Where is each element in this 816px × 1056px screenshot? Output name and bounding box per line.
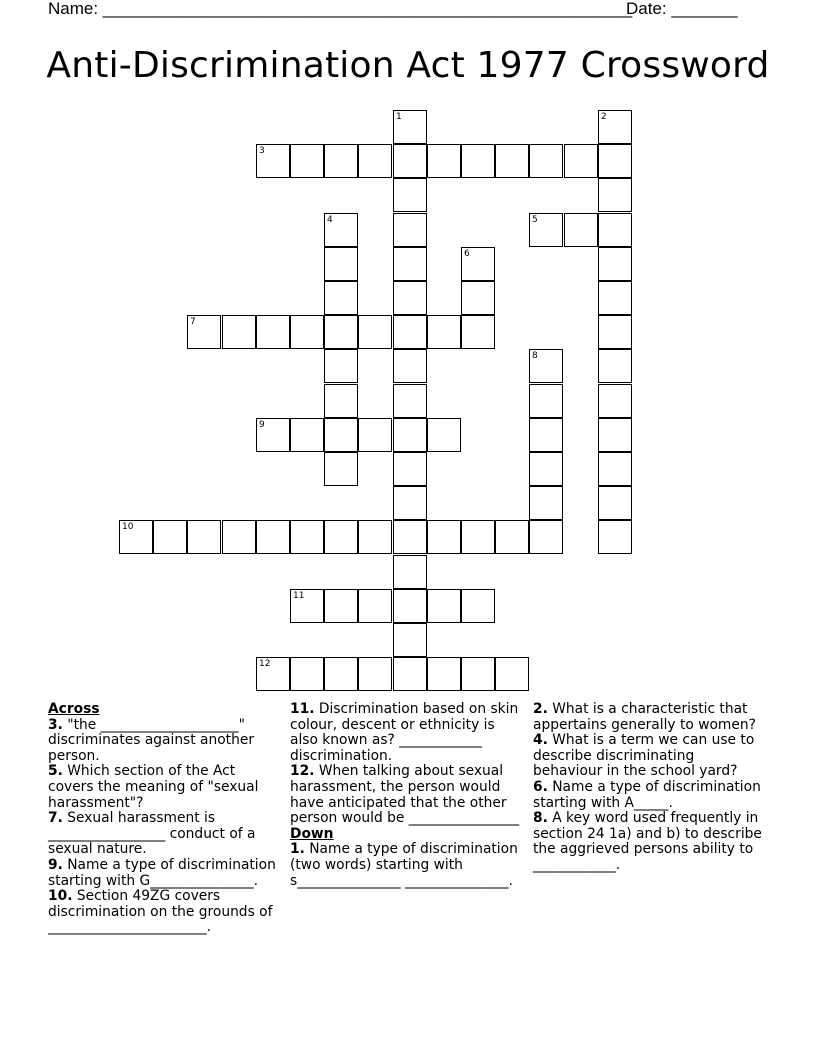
- clues-column-2: [290, 702, 522, 889]
- grid-cell[interactable]: [529, 384, 563, 418]
- grid-cell[interactable]: [393, 486, 427, 520]
- grid-cell[interactable]: [393, 247, 427, 281]
- grid-cell[interactable]: [324, 349, 358, 383]
- grid-cell[interactable]: [598, 281, 632, 315]
- clue-number: 11.: [290, 701, 315, 717]
- grid-cell[interactable]: [393, 281, 427, 315]
- grid-cell[interactable]: [427, 144, 461, 178]
- grid-cell[interactable]: [393, 384, 427, 418]
- grid-cell[interactable]: [598, 247, 632, 281]
- grid-cell[interactable]: [324, 247, 358, 281]
- grid-cell[interactable]: [495, 144, 529, 178]
- grid-cell[interactable]: [153, 520, 187, 554]
- clue-text: "the ____________________" discriminates against another person.: [48, 716, 254, 764]
- grid-cell[interactable]: [598, 178, 632, 212]
- clue-number-label: 10: [122, 522, 134, 532]
- clues-column-1: [48, 702, 280, 936]
- clue-down-8: [533, 811, 765, 873]
- clue-number: 7.: [48, 810, 63, 827]
- grid-cell[interactable]: [256, 520, 290, 554]
- clue-across-12: [290, 764, 522, 826]
- grid-cell[interactable]: [222, 520, 256, 554]
- grid-cell[interactable]: [529, 452, 563, 486]
- clue-number-label: 7: [190, 317, 196, 327]
- clue-text: When talking about sexual harassment, the person would have anticipated that the other person would be ________________: [290, 763, 520, 827]
- grid-cell[interactable]: [427, 657, 461, 691]
- clue-number-label: 1: [396, 112, 402, 122]
- grid-cell[interactable]: [598, 486, 632, 520]
- clue-across-11: [290, 702, 522, 764]
- grid-cell[interactable]: [393, 657, 427, 691]
- clue-number: 12.: [290, 763, 315, 780]
- clue-number: 3.: [48, 716, 63, 733]
- clue-across-9: [48, 858, 280, 889]
- clue-number: 8.: [533, 810, 548, 827]
- grid-cell[interactable]: [324, 589, 358, 623]
- grid-cell[interactable]: [598, 418, 632, 452]
- clue-down-2: [533, 702, 765, 733]
- grid-cell[interactable]: [564, 144, 598, 178]
- grid-cell[interactable]: [324, 452, 358, 486]
- grid-cell[interactable]: [290, 657, 324, 691]
- name-field[interactable]: Name: ________________________________________________________: [48, 0, 633, 18]
- grid-cell[interactable]: [393, 110, 427, 144]
- clue-number: 9.: [48, 856, 63, 873]
- across-heading: Across: [48, 701, 100, 717]
- clue-text: Name a type of discrimination (two words) starting with s_______________ _______________.: [290, 841, 518, 889]
- grid-cell[interactable]: [358, 589, 392, 623]
- grid-cell[interactable]: [393, 315, 427, 349]
- grid-cell[interactable]: [290, 589, 324, 623]
- grid-cell[interactable]: [529, 144, 563, 178]
- grid-cell[interactable]: [461, 657, 495, 691]
- grid-cell[interactable]: [358, 418, 392, 452]
- grid-cell[interactable]: [529, 486, 563, 520]
- clue-number: 5.: [48, 763, 63, 780]
- grid-cell[interactable]: [393, 520, 427, 554]
- grid-cell[interactable]: [461, 520, 495, 554]
- grid-cell[interactable]: [393, 623, 427, 657]
- clue-number: 1.: [290, 841, 305, 858]
- grid-cell[interactable]: [256, 144, 290, 178]
- grid-cell[interactable]: [598, 213, 632, 247]
- down-heading: Down: [290, 825, 334, 842]
- grid-cell[interactable]: [358, 315, 392, 349]
- clue-text: Sexual harassment is _________________ conduct of a sexual nature.: [48, 810, 256, 858]
- clue-number: 4.: [533, 732, 548, 749]
- grid-cell[interactable]: [427, 589, 461, 623]
- grid-cell[interactable]: [256, 315, 290, 349]
- grid-cell[interactable]: [256, 418, 290, 452]
- clue-text: Name a type of discrimination starting with G_______________.: [48, 856, 276, 889]
- grid-cell[interactable]: [598, 384, 632, 418]
- grid-cell[interactable]: [324, 213, 358, 247]
- clue-number-label: 3: [259, 146, 265, 156]
- grid-cell[interactable]: [564, 213, 598, 247]
- grid-cell[interactable]: [427, 418, 461, 452]
- clue-number-label: 11: [293, 591, 305, 601]
- clue-number: 10.: [48, 888, 73, 905]
- clue-text: A key word used frequently in section 24 1a) and b) to describe the aggrieved persons ability to ____________.: [533, 810, 762, 873]
- clue-text: Name a type of discrimination starting with A_____.: [533, 778, 761, 811]
- clue-down-6: [533, 780, 765, 811]
- grid-cell[interactable]: [427, 315, 461, 349]
- grid-cell[interactable]: [529, 418, 563, 452]
- grid-cell[interactable]: [290, 315, 324, 349]
- clue-down-1: [290, 842, 522, 889]
- grid-cell[interactable]: [598, 349, 632, 383]
- clue-text: Which section of the Act covers the meaning of "sexual harassment"?: [48, 763, 259, 811]
- grid-cell[interactable]: [393, 418, 427, 452]
- clue-across-5: [48, 764, 280, 811]
- grid-cell[interactable]: [598, 315, 632, 349]
- grid-cell[interactable]: [187, 315, 221, 349]
- page-title: Anti-Discrimination Act 1977 Crossword: [46, 45, 770, 86]
- grid-cell[interactable]: [461, 144, 495, 178]
- clue-number: 6.: [533, 778, 548, 795]
- grid-cell[interactable]: [290, 418, 324, 452]
- grid-cell[interactable]: [393, 589, 427, 623]
- grid-cell[interactable]: [393, 555, 427, 589]
- clue-number: 2.: [533, 701, 548, 717]
- grid-cell[interactable]: [393, 213, 427, 247]
- grid-cell[interactable]: [290, 520, 324, 554]
- grid-cell[interactable]: [598, 452, 632, 486]
- grid-cell[interactable]: [324, 315, 358, 349]
- grid-cell[interactable]: [461, 281, 495, 315]
- grid-cell[interactable]: [598, 110, 632, 144]
- grid-cell[interactable]: [358, 144, 392, 178]
- grid-cell[interactable]: [393, 452, 427, 486]
- grid-cell[interactable]: [324, 520, 358, 554]
- grid-cell[interactable]: [461, 315, 495, 349]
- grid-cell[interactable]: [461, 247, 495, 281]
- grid-cell[interactable]: [324, 384, 358, 418]
- grid-cell[interactable]: [358, 657, 392, 691]
- clue-text: What is a characteristic that appertains generally to women?: [533, 701, 756, 733]
- grid-cell[interactable]: [598, 144, 632, 178]
- grid-cell[interactable]: [529, 213, 563, 247]
- grid-cell[interactable]: [598, 520, 632, 554]
- grid-cell[interactable]: [222, 315, 256, 349]
- grid-cell[interactable]: [529, 349, 563, 383]
- grid-cell[interactable]: [358, 520, 392, 554]
- grid-cell[interactable]: [529, 520, 563, 554]
- date-field[interactable]: Date: _______: [626, 0, 738, 18]
- clue-across-3: [48, 718, 280, 765]
- grid-cell[interactable]: [393, 144, 427, 178]
- grid-cell[interactable]: [290, 144, 324, 178]
- clue-number-label: 9: [259, 420, 265, 430]
- clue-number-label: 5: [532, 215, 538, 225]
- clue-across-10: [48, 889, 280, 936]
- grid-cell[interactable]: [495, 657, 529, 691]
- grid-cell[interactable]: [495, 520, 529, 554]
- clue-down-4: [533, 733, 765, 780]
- grid-cell[interactable]: [324, 657, 358, 691]
- grid-cell[interactable]: [324, 418, 358, 452]
- clue-number-label: 6: [464, 249, 470, 259]
- clue-text: Discrimination based on skin colour, descent or ethnicity is also known as? ____________ discrimination.: [290, 701, 519, 764]
- grid-cell[interactable]: [187, 520, 221, 554]
- clue-number-label: 8: [532, 351, 538, 361]
- clue-number-label: 12: [259, 659, 271, 669]
- clue-number-label: 2: [601, 112, 607, 122]
- clue-number-label: 4: [327, 215, 333, 225]
- grid-cell[interactable]: [324, 144, 358, 178]
- grid-cell[interactable]: [393, 349, 427, 383]
- grid-cell[interactable]: [324, 281, 358, 315]
- clue-text: Section 49ZG covers discrimination on the grounds of _______________________.: [48, 888, 273, 936]
- grid-cell[interactable]: [256, 657, 290, 691]
- grid-cell[interactable]: [393, 178, 427, 212]
- grid-cell[interactable]: [427, 520, 461, 554]
- grid-cell[interactable]: [461, 589, 495, 623]
- grid-cell[interactable]: [119, 520, 153, 554]
- clues-column-3: [533, 702, 765, 874]
- clue-across-7: [48, 811, 280, 858]
- clue-text: What is a term we can use to describe discriminating behaviour in the school yard?: [533, 732, 755, 780]
